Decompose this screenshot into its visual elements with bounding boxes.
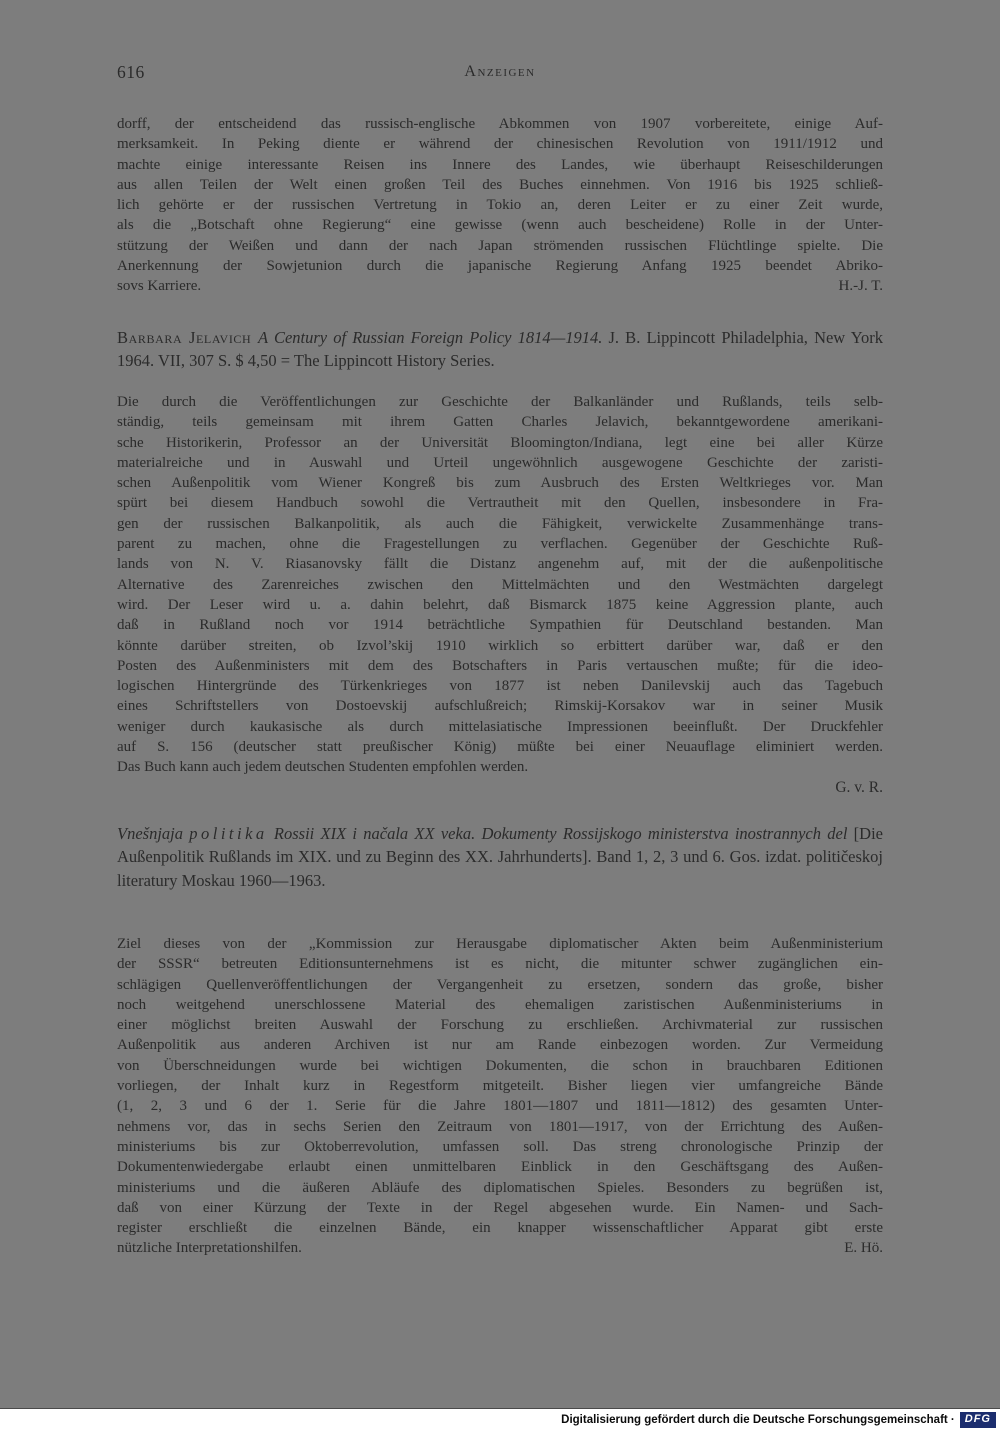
text-line: nehmens vor, das in sechs Serien den Zeitraum von 1801—1917, von der Errichtung des Außen- xyxy=(117,1118,883,1135)
page-number: 616 xyxy=(117,62,145,82)
text-line: ständig, teils gemeinsam mit ihrem Gatten Charles Jelavich, bekanntgewordene amerikani- xyxy=(117,414,883,431)
digitization-credit-text: Digitalisierung gefördert durch die Deutsche Forschungsgemeinschaft · xyxy=(561,1413,955,1426)
text-line: logischen Hintergründe des Türkenkrieges von 1877 ist neben Danilevskij auch das Tagebuch xyxy=(117,678,883,695)
review-abrikosov-paragraph xyxy=(117,114,883,297)
digitization-footer xyxy=(0,1408,1000,1430)
text-line: ministeriums bis zur Oktoberrevolution, umfassen soll. Das streng chronologische Prinzip der xyxy=(117,1138,883,1155)
imprint: J. B. Lippincott Philadelphia, New York 1964. VII, 307 S. $ 4,50 = The Lippincott History Series. xyxy=(117,328,884,370)
text-line: register erschließt die einzelnen Bände, ein knapper wissenschaftlicher Apparat gibt erste xyxy=(117,1220,883,1237)
text-line: schlägigen Quellenveröffentlichungen der Vergangenheit zu ersetzen, sondern das große, bisher xyxy=(117,976,883,993)
text-line: aus allen Teilen der Welt einen großen Teil des Buches einnehmen. Von 1916 bis 1925 schließ- xyxy=(117,176,883,193)
text-line: materialreiche und in Auswahl und Urteil ungewöhnlich ausgewogene Geschichte der zaristi- xyxy=(117,454,883,471)
reviewer-signature: H.-J. T. xyxy=(838,278,883,295)
text-line: der SSSR“ betreuten Editionsunternehmens ist es nicht, die mitunter schwer zugänglichen ein- xyxy=(117,956,883,973)
text-line: dorff, der entscheidend das russisch-englische Abkommen von 1907 vorbereitete, einige Auf- xyxy=(117,116,883,132)
text-line: von Überschneidungen wurde bei wichtigen Dokumenten, die schon in brauchbaren Editionen xyxy=(117,1057,883,1074)
book-title: Vnešnjaja xyxy=(117,824,190,843)
text-line: einer möglichst breiten Auswahl der Forschung zu erschließen. Archivmaterial zur russischen xyxy=(117,1017,883,1034)
text-line: auf S. 156 (deutscher statt preußischer König) müßte bei einer Neuauflage eliminiert werden. xyxy=(117,739,883,756)
text-line: eines Schriftstellers von Dostoevskij aufschlußreich; Rimskij-Korsakov war in seiner Musik xyxy=(117,698,883,715)
running-header xyxy=(117,62,883,86)
book-title: A Century of Russian Foreign Policy 1814—1914. xyxy=(258,328,609,347)
reviewer-signature: G. v. R. xyxy=(835,778,883,796)
text-line: stützung der Weißen und dann der nach Japan strömenden russischen Flüchtlinge spielte. Die xyxy=(117,237,883,254)
review-jelavich-paragraph xyxy=(117,392,883,798)
text-line: nützliche Interpretationshilfen. xyxy=(117,1240,302,1257)
text-line: Ziel dieses von der „Kommission zur Herausgabe diplomatischer Akten beim Außenministerium xyxy=(117,936,883,952)
book-title-spaced: politika xyxy=(189,824,268,843)
imprint: [Die Außenpolitik Rußlands im XIX. und zu Beginn des XX. Jahrhunderts]. Band 1, 2, 3 und 6. Gos. izdat. političeskoj literatury Moskau 1960—1963. xyxy=(117,824,883,890)
review-vnesnjaja-paragraph xyxy=(117,934,883,1259)
text-line: wird. Der Leser wird u. a. dahin belehrt, daß Bismarck 1875 keine Aggression plante, auch xyxy=(117,596,883,613)
text-line: schen Außenpolitik vom Wiener Kongreß bis zum Ausbruch des Ersten Weltkrieges vor. Man xyxy=(117,475,883,492)
text-line: Die durch die Veröffentlichungen zur Geschichte der Balkanländer und Rußlands, teils selb- xyxy=(117,394,883,410)
review-vnesnjaja-heading xyxy=(117,822,883,892)
last-line-with-signature xyxy=(117,276,883,296)
text-line: Dokumentenwiedergabe erlaubt einen unmittelbaren Einblick in den Geschäftsgang des Außen- xyxy=(117,1159,883,1176)
review-jelavich-heading xyxy=(117,326,883,372)
text-line: gen der russischen Balkanpolitik, als auch die Fähigkeit, verwickelte Zusammenhänge trans- xyxy=(117,515,883,532)
text-line: lands von N. V. Riasanovsky fällt die Distanz angenehm auf, mit der die außenpolitische xyxy=(117,556,883,573)
text-line: Posten des Außenministers mit dem des Botschafters in Paris vertauschen mußte; für die ideo- xyxy=(117,657,883,674)
book-title: Rossii XIX i načala XX veka. Dokumenty Rossijskogo ministerstva inostrannych del xyxy=(267,824,854,843)
running-title: Anzeigen xyxy=(464,63,536,80)
text-line: merksamkeit. In Peking diente er während der chinesischen Revolution von 1911/1912 und xyxy=(117,136,883,153)
text-line: Alternative des Zarenreiches zwischen den Mittelmächten und den Westmächten dargelegt xyxy=(117,576,883,593)
text-line: noch weitgehend unerschlossene Material des ehemaligen zaristischen Außenministeriums in xyxy=(117,996,883,1013)
author-name: Barbara Jelavich xyxy=(117,328,259,347)
last-line-with-signature xyxy=(117,1238,883,1258)
text-line: Das Buch kann auch jedem deutschen Studenten empfohlen werden. xyxy=(117,759,529,776)
text-line: lich gehörte er der russischen Vertretung in Tokio an, deren Leiter er zu einer Zeit wurde, xyxy=(117,197,883,214)
text-line: parent zu machen, ohne die Fragestellungen zu verflachen. Gegenüber der Geschichte Ruß- xyxy=(117,536,883,553)
text-line: daß in Rußland noch vor 1914 beträchtliche Sympathien für Deutschland bestanden. Man xyxy=(117,617,883,634)
text-line: als die „Botschaft ohne Regierung“ eine gewisse (wenn auch bescheidene) Rolle in der Unter- xyxy=(117,217,883,234)
text-line: ministeriums und die äußeren Abläufe des diplomatischen Spieles. Besonders zu begrüßen ist, xyxy=(117,1179,883,1196)
text-line: spürt bei diesem Handbuch sowohl die Vertrautheit mit den Quellen, insbesondere in Fra- xyxy=(117,495,883,512)
text-line: Anerkennung der Sowjetunion durch die japanische Regierung Anfang 1925 beendet Abriko- xyxy=(117,258,883,275)
text-line: sche Historikerin, Professor an der Universität Bloomington/Indiana, legt eine bei aller Kürze xyxy=(117,434,883,451)
text-line: (1, 2, 3 und 6 der 1. Serie für die Jahre 1801—1807 und 1811—1812) des gesamten Unter- xyxy=(117,1098,883,1115)
text-line: sovs Karriere. xyxy=(117,278,202,295)
text-line: vorliegen, der Inhalt kurz in Regestform mitgeteilt. Bisher liegen vier umfangreiche Bände xyxy=(117,1078,883,1095)
text-line: Außenpolitik aus anderen Archiven ist nur am Rande einbezogen worden. Zur Vermeidung xyxy=(117,1037,883,1054)
text-line: könnte darüber streiten, ob Izvol’skij 1910 wirklich so erbittert darüber war, daß er den xyxy=(117,637,883,654)
dfg-logo: DFG xyxy=(960,1412,996,1428)
text-line: weniger durch kaukasische als durch mittelasiatische Impressionen beeinflußt. Der Druckfehler xyxy=(117,718,883,735)
text-line: daß von einer Kürzung der Texte in der Regel abgesehen wurde. Ein Namen- und Sach- xyxy=(117,1199,883,1216)
reviewer-signature: E. Hö. xyxy=(844,1240,883,1257)
text-line: machte einige interessante Reisen ins Innere des Landes, wie überhaupt Reiseschilderungen xyxy=(117,156,883,173)
